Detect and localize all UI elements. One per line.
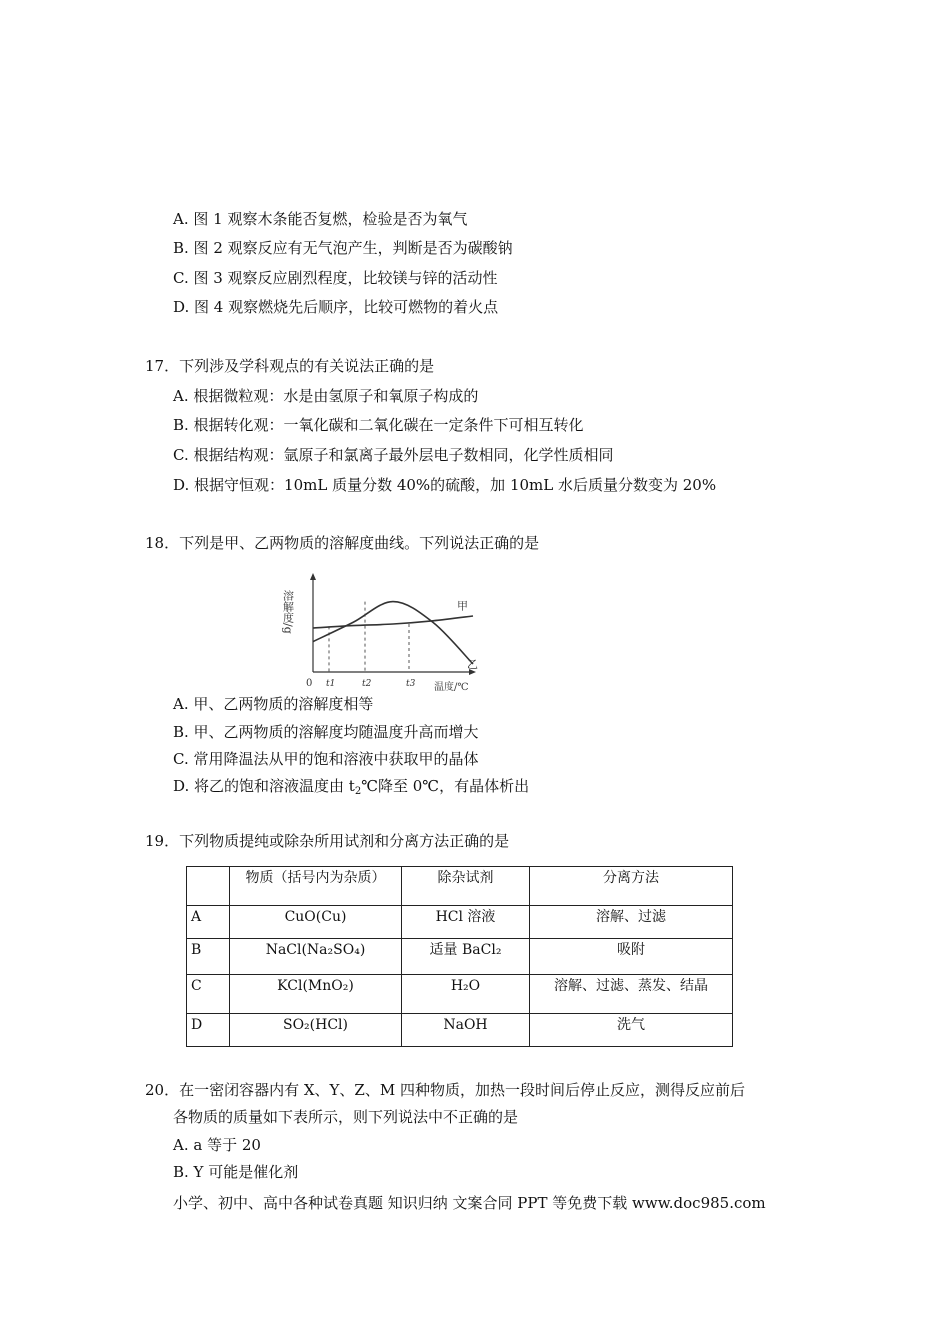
q17-stem: 17．下列涉及学科观点的有关说法正确的是 bbox=[145, 357, 435, 375]
table-header-cell bbox=[187, 867, 230, 906]
table-row bbox=[187, 939, 733, 975]
series-yi-label: 乙 bbox=[467, 658, 478, 671]
q17-option-d: D. 根据守恒观：10mL 质量分数 40%的硫酸，加 10mL 水后质量分数变为 20% bbox=[173, 476, 717, 494]
row-method: 吸附 bbox=[530, 939, 733, 975]
q19-stem: 19．下列物质提纯或除杂所用试剂和分离方法正确的是 bbox=[145, 832, 510, 850]
q17-option-c: C. 根据结构观：氩原子和氯离子最外层电子数相同，化学性质相同 bbox=[173, 446, 614, 464]
q20-stem-line1: 20．在一密闭容器内有 X、Y、Z、M 四种物质，加热一段时间后停止反应，测得反应前后 bbox=[145, 1081, 745, 1099]
chart-x-tick-label: t1 bbox=[326, 679, 336, 689]
q16-option-a: A. 图 1 观察木条能否复燃，检验是否为氧气 bbox=[173, 210, 468, 228]
row-substance: NaCl(Na₂SO₄) bbox=[230, 939, 402, 975]
table-header-row bbox=[187, 867, 733, 906]
q16-option-c: C. 图 3 观察反应剧烈程度，比较镁与锌的活动性 bbox=[173, 269, 498, 287]
row-reagent: 适量 BaCl₂ bbox=[402, 939, 530, 975]
chart-x-tick-label: t2 bbox=[362, 679, 372, 689]
q18-option-c: C. 常用降温法从甲的饱和溶液中获取甲的晶体 bbox=[173, 750, 479, 768]
row-method: 溶解、过滤、蒸发、结晶 bbox=[530, 975, 733, 1014]
chart-xlabel: 温度/℃ bbox=[434, 682, 469, 693]
series-yi-line bbox=[313, 599, 473, 664]
table-header-cell: 除杂试剂 bbox=[402, 867, 530, 906]
table-row bbox=[187, 1014, 733, 1047]
chart-x-tick-label: t3 bbox=[406, 679, 416, 689]
chart-y-arrow bbox=[310, 573, 316, 580]
q16-option-d: D. 图 4 观察燃烧先后顺序，比较可燃物的着火点 bbox=[173, 298, 499, 316]
row-method: 洗气 bbox=[530, 1014, 733, 1047]
q20-stem-line2: 各物质的质量如下表所示，则下列说法中不正确的是 bbox=[173, 1108, 519, 1126]
row-method: 溶解、过滤 bbox=[530, 906, 733, 939]
row-reagent: NaOH bbox=[402, 1014, 530, 1047]
q18-option-d: D. 将乙的饱和溶液温度由 $t_2℃$降至 0℃，有晶体析出 bbox=[173, 777, 530, 797]
table-row bbox=[187, 906, 733, 939]
q18-option-a: A. 甲、乙两物质的溶解度相等 bbox=[173, 695, 374, 713]
solubility-chart bbox=[281, 572, 486, 694]
chart-origin-label: 0 bbox=[306, 678, 313, 689]
q17-option-a: A. 根据微粒观：水是由氢原子和氧原子构成的 bbox=[173, 387, 479, 405]
table-row bbox=[187, 975, 733, 1014]
chart-ylabel: 溶解度/g bbox=[281, 590, 295, 634]
q18-option-b: B. 甲、乙两物质的溶解度均随温度升高而增大 bbox=[173, 723, 479, 741]
row-reagent: H₂O bbox=[402, 975, 530, 1014]
series-jia-line bbox=[313, 616, 473, 628]
q17-option-b: B. 根据转化观：一氧化碳和二氧化碳在一定条件下可相互转化 bbox=[173, 416, 584, 434]
q18-stem: 18．下列是甲、乙两物质的溶解度曲线。下列说法正确的是 bbox=[145, 534, 540, 552]
q16-option-b: B. 图 2 观察反应有无气泡产生，判断是否为碳酸钠 bbox=[173, 239, 513, 257]
row-label: C bbox=[187, 975, 230, 1014]
row-substance: KCl(MnO₂) bbox=[230, 975, 402, 1014]
q20-option-b: B. Y 可能是催化剂 bbox=[173, 1163, 299, 1181]
row-label: B bbox=[187, 939, 230, 975]
table-header-cell: 分离方法 bbox=[530, 867, 733, 906]
series-jia-label: 甲 bbox=[457, 599, 468, 613]
table-header-cell: 物质（括号内为杂质） bbox=[230, 867, 402, 906]
row-substance: SO₂(HCl) bbox=[230, 1014, 402, 1047]
page-footer: 小学、初中、高中各种试卷真题 知识归纳 文案合同 PPT 等免费下载 www.doc985.com bbox=[173, 1194, 766, 1212]
q20-option-a: A. a 等于 20 bbox=[173, 1136, 261, 1154]
row-reagent: HCl 溶液 bbox=[402, 906, 530, 939]
row-label: A bbox=[187, 906, 230, 939]
row-substance: CuO(Cu) bbox=[230, 906, 402, 939]
q19-table bbox=[186, 866, 733, 1047]
row-label: D bbox=[187, 1014, 230, 1047]
